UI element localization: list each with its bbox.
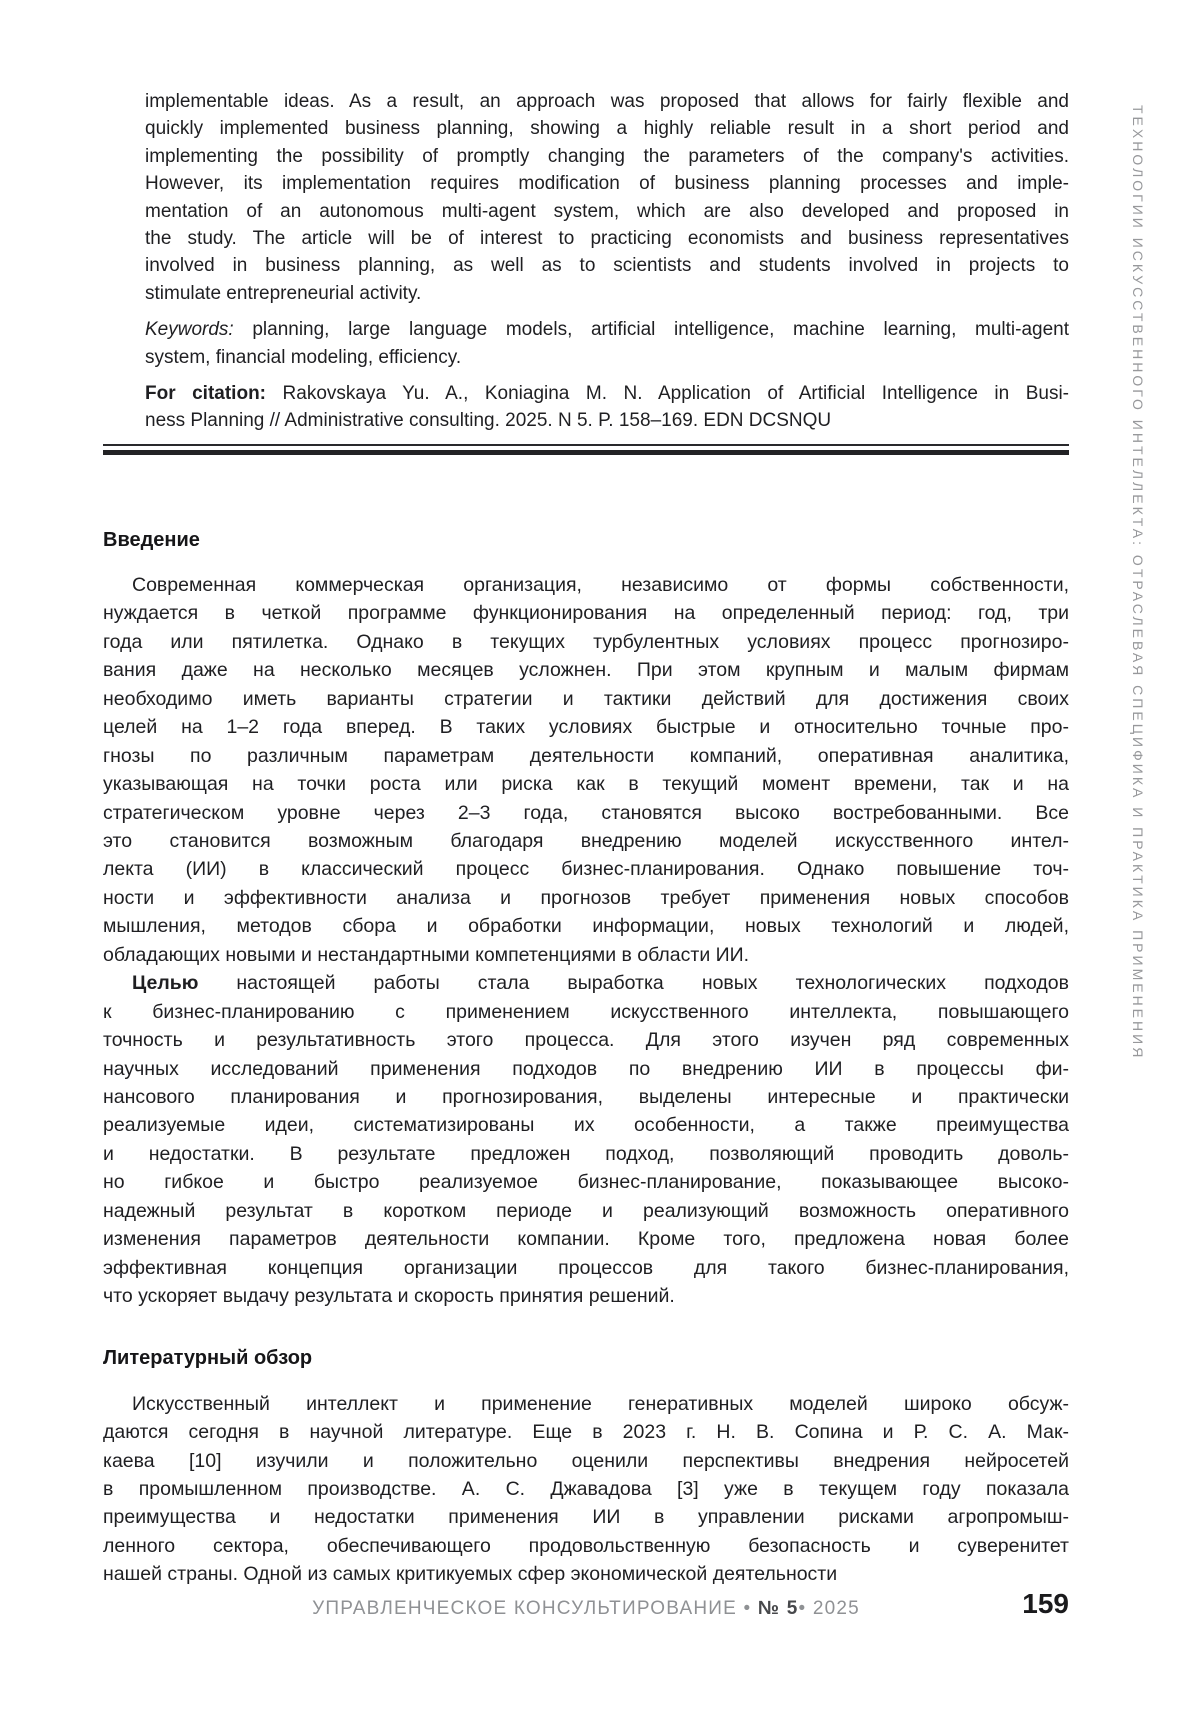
citation-first-line bbox=[145, 380, 1069, 407]
text-line: ности и эффективности анализа и прогнозов требует применения новых способов bbox=[103, 886, 1069, 909]
text-line: каева [10] изучили и положительно оценили перспективы внедрения нейросетей bbox=[103, 1449, 1069, 1472]
text-line: научных исследований применения подходов по внедрению ИИ в процессы фи- bbox=[103, 1057, 1069, 1080]
text-line: implementable ideas. As a result, an approach was proposed that allows for fairly flexible and bbox=[145, 91, 1069, 112]
text-line: нуждается в четкой программе функционирования на определенный период: год, три bbox=[103, 602, 1069, 625]
text-line: involved in business planning, as well as to scientists and students involved in projects to bbox=[145, 255, 1069, 277]
goal-tail-lines bbox=[103, 998, 1069, 1311]
text-line: необходимо иметь варианты стратегии и тактики действий для достижения своих bbox=[103, 687, 1069, 710]
text-line: что ускоряет выдачу результата и скорость принятия решений. bbox=[103, 1285, 675, 1308]
section-heading-introduction: Введение bbox=[103, 528, 200, 551]
text-line: обладающих новыми и нестандартными компетенциями в области ИИ. bbox=[103, 943, 750, 966]
text-line: преимущества и недостатки применения ИИ в управлении рисками агропромыш- bbox=[103, 1506, 1069, 1529]
text-line: изменения параметров деятельности компании. Кроме того, предложена новая более bbox=[103, 1228, 1069, 1251]
text-line: точность и результативность этого процесса. Для этого изучен ряд современных bbox=[103, 1029, 1069, 1052]
text-line: stimulate entrepreneurial activity. bbox=[145, 282, 422, 304]
section-vertical-label: ТЕХНОЛОГИИ ИСКУССТВЕННОГО ИНТЕЛЛЕКТА: ОТРАСЛЕВАЯ СПЕЦИФИКА И ПРАКТИКА ПРИМЕНЕНИЯ bbox=[1130, 105, 1146, 1061]
text-line: года или пятилетка. Однако в текущих турбулентных условиях процесс прогнозиро- bbox=[103, 630, 1069, 653]
text-line: system, financial modeling, efficiency. bbox=[145, 346, 462, 368]
text-line: реализуемые идеи, систематизированы их особенности, а также преимущества bbox=[103, 1114, 1069, 1137]
keywords-paragraph bbox=[145, 316, 1069, 371]
text-line: к бизнес-планированию с применением искусственного интеллекта, повышающего bbox=[103, 1000, 1069, 1023]
text-line: в промышленном производстве. А. С. Джавадова [3] уже в текущем году показала bbox=[103, 1478, 1069, 1501]
goal-first-line bbox=[103, 969, 1069, 997]
text-line: это становится возможным благодаря внедрению моделей искусственного интел- bbox=[103, 829, 1069, 852]
text-line: нансового планирования и прогнозирования, выделены интересные и практически bbox=[103, 1086, 1069, 1109]
footer-separator: • bbox=[743, 1598, 752, 1619]
section-divider-rule bbox=[103, 444, 1069, 455]
text-line: даются сегодня в научной литературе. Еще в 2023 г. Н. В. Сопина и Р. С. А. Мак- bbox=[103, 1421, 1069, 1444]
page-number: 159 bbox=[1022, 1588, 1069, 1619]
text-line: ленного сектора, обеспечивающего продовольственную безопасность и суверенитет bbox=[103, 1534, 1069, 1557]
issue-number: № 5 bbox=[757, 1598, 799, 1619]
text-line: эффективная концепция организации процессов для такого бизнес-планирования, bbox=[103, 1256, 1069, 1279]
text-line: лекта (ИИ) в классический процесс бизнес-планирования. Однако повышение точ- bbox=[103, 858, 1069, 881]
page-content bbox=[103, 88, 1069, 1589]
footer-year: 2025 bbox=[812, 1598, 860, 1619]
keywords-tail-lines bbox=[145, 344, 1069, 371]
citation-tail-lines bbox=[145, 407, 1069, 434]
keywords-label: Keywords: bbox=[145, 319, 234, 341]
text-line: и недостатки. В результате предложен подход, позволяющий проводить доволь- bbox=[103, 1142, 1069, 1165]
text-line: ness Planning // Administrative consulting. 2025. N 5. P. 158–169. EDN DCSNQU bbox=[145, 410, 832, 432]
abstract-paragraph bbox=[145, 88, 1069, 307]
text-line: целей на 1–2 года вперед. В таких условиях быстрые и относительно точные про- bbox=[103, 716, 1069, 739]
text-line: мышления, методов сбора и обработки информации, новых технологий и людей, bbox=[103, 915, 1069, 938]
goal-label: Целью bbox=[132, 972, 199, 995]
text-line: quickly implemented business planning, showing a highly reliable result in a short period and bbox=[145, 118, 1069, 140]
citation-label: For citation: bbox=[145, 383, 267, 405]
text-line: надежный результат в коротком периоде и реализующий возможность оперативного bbox=[103, 1199, 1069, 1222]
text-line: the study. The article will be of interest to practicing economists and business representatives bbox=[145, 228, 1069, 250]
text-line: стратегическом уровне через 2–3 года, становятся высоко востребованными. Все bbox=[103, 801, 1069, 824]
text-line: гнозы по различным параметрам деятельности компаний, оперативная аналитика, bbox=[103, 744, 1069, 767]
text-line: указывающая на точки роста или риска как в текущий момент времени, так и на bbox=[103, 773, 1069, 796]
text-line: mentation of an autonomous multi-agent system, which are also developed and proposed in bbox=[145, 200, 1069, 222]
text-line: нашей страны. Одной из самых критикуемых сфер экономической деятельности bbox=[103, 1563, 838, 1586]
goal-text: настоящей работы стала выработка новых технологических подходов bbox=[198, 972, 1069, 995]
text-line: но гибкое и быстро реализуемое бизнес-планирование, показывающее высоко- bbox=[103, 1171, 1069, 1194]
citation-paragraph bbox=[145, 380, 1069, 435]
text-line: Искусственный интеллект и применение генеративных моделей широко обсуж- bbox=[132, 1392, 1069, 1415]
text-line: Современная коммерческая организация, независимо от формы собственности, bbox=[132, 573, 1069, 596]
journal-name: УПРАВЛЕНЧЕСКОЕ КОНСУЛЬТИРОВАНИЕ bbox=[312, 1598, 738, 1619]
keywords-first-line bbox=[145, 316, 1069, 343]
introduction-paragraph-2 bbox=[103, 969, 1069, 1310]
keywords-text: planning, large language models, artificial intelligence, machine learning, multi-agent bbox=[233, 319, 1069, 341]
literature-paragraph-1 bbox=[103, 1390, 1069, 1589]
text-line: However, its implementation requires modification of business planning processes and imple- bbox=[145, 173, 1069, 195]
citation-text: Rakovskaya Yu. A., Koniagina M. N. Application of Artificial Intelligence in Busi- bbox=[266, 383, 1069, 405]
text-line: implementing the possibility of promptly changing the parameters of the company's activities. bbox=[145, 145, 1069, 167]
section-heading-literature: Литературный обзор bbox=[103, 1346, 313, 1369]
abstract-block bbox=[145, 88, 1069, 435]
footer-separator-2: • bbox=[798, 1598, 807, 1619]
text-line: вания даже на несколько месяцев усложнен. При этом крупным и малым фирмам bbox=[103, 659, 1069, 682]
introduction-paragraph-1 bbox=[103, 571, 1069, 969]
